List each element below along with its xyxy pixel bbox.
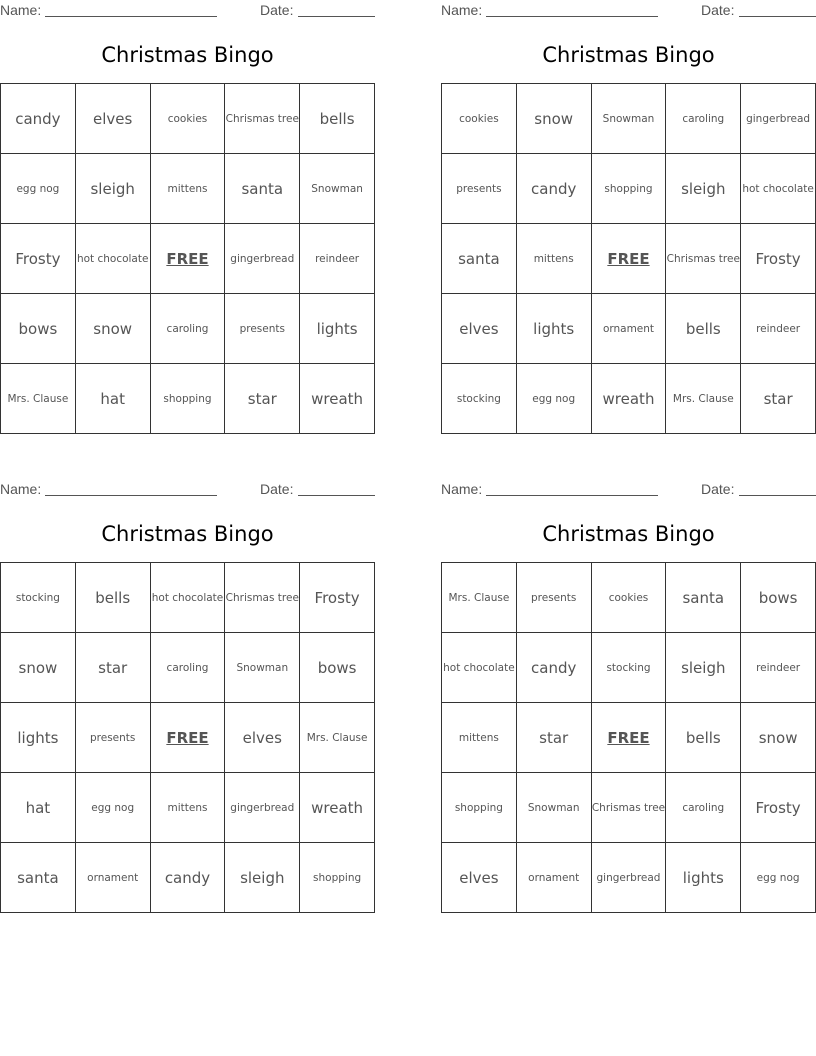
bingo-cell: bells (300, 84, 375, 154)
bingo-card (441, 0, 816, 440)
bingo-cell: sleigh (666, 154, 741, 224)
bingo-cell: Snowman (592, 84, 667, 154)
bingo-cell: Chrismas tree (225, 563, 300, 633)
bingo-cell: Snowman (225, 633, 300, 703)
bingo-cell: reindeer (741, 633, 816, 703)
bingo-cell: stocking (442, 364, 517, 434)
bingo-cell: bows (1, 294, 76, 364)
card-title: Christmas Bingo (101, 43, 274, 67)
bingo-cell: mittens (442, 703, 517, 773)
bingo-card (441, 479, 816, 919)
bingo-cell: santa (1, 843, 76, 913)
name-blank-line (486, 495, 658, 496)
bingo-cell: presents (442, 154, 517, 224)
name-date-row (441, 481, 816, 499)
bingo-cell: hat (1, 773, 76, 843)
bingo-cell: cookies (151, 84, 226, 154)
bingo-cell: wreath (300, 773, 375, 843)
bingo-cell: star (225, 364, 300, 434)
date-blank-line (298, 16, 375, 17)
bingo-cell: ornament (592, 294, 667, 364)
bingo-cell: cookies (592, 563, 667, 633)
bingo-cell: caroling (666, 773, 741, 843)
bingo-cell: sleigh (666, 633, 741, 703)
bingo-cell: caroling (666, 84, 741, 154)
bingo-cell: ornament (76, 843, 151, 913)
bingo-cell: mittens (151, 154, 226, 224)
bingo-grid (0, 562, 375, 913)
name-label: Name: (0, 481, 42, 497)
date-label: Date: (701, 2, 735, 18)
date-label: Date: (260, 2, 294, 18)
bingo-cell: bows (300, 633, 375, 703)
bingo-cell: bows (741, 563, 816, 633)
bingo-cell: lights (300, 294, 375, 364)
bingo-cell: sleigh (225, 843, 300, 913)
bingo-cell: Frosty (741, 224, 816, 294)
free-space-cell: FREE (592, 703, 667, 773)
free-space-cell: FREE (151, 703, 226, 773)
bingo-cell: Mrs. Clause (300, 703, 375, 773)
bingo-cell: elves (442, 294, 517, 364)
name-date-row (441, 2, 816, 20)
bingo-cell: snow (76, 294, 151, 364)
bingo-cell: santa (666, 563, 741, 633)
name-label: Name: (441, 481, 483, 497)
bingo-cell: candy (517, 633, 592, 703)
bingo-cell: presents (225, 294, 300, 364)
bingo-cell: reindeer (741, 294, 816, 364)
bingo-cell: lights (1, 703, 76, 773)
bingo-cell: gingerbread (225, 773, 300, 843)
bingo-cell: star (517, 703, 592, 773)
bingo-cell: presents (76, 703, 151, 773)
card-title: Christmas Bingo (101, 522, 274, 546)
bingo-cell: hot chocolate (442, 633, 517, 703)
bingo-cell: mittens (151, 773, 226, 843)
bingo-cell: candy (1, 84, 76, 154)
bingo-grid (441, 83, 816, 434)
bingo-cell: shopping (592, 154, 667, 224)
bingo-cell: Chrismas tree (592, 773, 667, 843)
name-blank-line (45, 495, 217, 496)
bingo-cell: presents (517, 563, 592, 633)
bingo-cell: elves (225, 703, 300, 773)
name-label: Name: (0, 2, 42, 18)
bingo-cell: caroling (151, 294, 226, 364)
bingo-cell: santa (225, 154, 300, 224)
bingo-cell: hat (76, 364, 151, 434)
bingo-cell: santa (442, 224, 517, 294)
bingo-grid (0, 83, 375, 434)
bingo-cell: egg nog (517, 364, 592, 434)
bingo-cell: elves (76, 84, 151, 154)
bingo-cell: stocking (1, 563, 76, 633)
bingo-cell: bells (666, 703, 741, 773)
card-title: Christmas Bingo (542, 522, 715, 546)
bingo-card (0, 0, 375, 440)
bingo-cell: egg nog (741, 843, 816, 913)
bingo-cell: star (741, 364, 816, 434)
bingo-cell: hot chocolate (151, 563, 226, 633)
bingo-cell: sleigh (76, 154, 151, 224)
name-label: Name: (441, 2, 483, 18)
date-blank-line (298, 495, 375, 496)
bingo-cell: shopping (151, 364, 226, 434)
bingo-cell: candy (151, 843, 226, 913)
bingo-cell: bells (666, 294, 741, 364)
date-label: Date: (260, 481, 294, 497)
bingo-cell: caroling (151, 633, 226, 703)
bingo-cell: snow (741, 703, 816, 773)
bingo-cell: stocking (592, 633, 667, 703)
bingo-cell: cookies (442, 84, 517, 154)
bingo-card (0, 479, 375, 919)
free-space-cell: FREE (151, 224, 226, 294)
bingo-cell: shopping (442, 773, 517, 843)
bingo-cell: wreath (592, 364, 667, 434)
bingo-cell: bells (76, 563, 151, 633)
bingo-cell: shopping (300, 843, 375, 913)
free-space-cell: FREE (592, 224, 667, 294)
card-title: Christmas Bingo (542, 43, 715, 67)
bingo-cell: Frosty (1, 224, 76, 294)
bingo-cell: snow (1, 633, 76, 703)
bingo-cell: gingerbread (592, 843, 667, 913)
bingo-cell: Mrs. Clause (666, 364, 741, 434)
bingo-cell: Chrismas tree (666, 224, 741, 294)
bingo-cell: Chrismas tree (225, 84, 300, 154)
bingo-cell: hot chocolate (76, 224, 151, 294)
name-date-row (0, 481, 375, 499)
bingo-cell: mittens (517, 224, 592, 294)
name-blank-line (45, 16, 217, 17)
bingo-cell: Mrs. Clause (1, 364, 76, 434)
bingo-cell: elves (442, 843, 517, 913)
bingo-cell: Frosty (741, 773, 816, 843)
date-blank-line (739, 16, 816, 17)
bingo-cell: gingerbread (225, 224, 300, 294)
bingo-cell: reindeer (300, 224, 375, 294)
bingo-cell: Snowman (300, 154, 375, 224)
bingo-cell: candy (517, 154, 592, 224)
bingo-cell: snow (517, 84, 592, 154)
bingo-cell: Snowman (517, 773, 592, 843)
bingo-cell: Mrs. Clause (442, 563, 517, 633)
name-blank-line (486, 16, 658, 17)
bingo-cell: hot chocolate (741, 154, 816, 224)
bingo-cell: wreath (300, 364, 375, 434)
bingo-cell: lights (666, 843, 741, 913)
bingo-cell: gingerbread (741, 84, 816, 154)
bingo-cell: lights (517, 294, 592, 364)
bingo-cell: ornament (517, 843, 592, 913)
bingo-cell: egg nog (1, 154, 76, 224)
name-date-row (0, 2, 375, 20)
bingo-cell: Frosty (300, 563, 375, 633)
date-label: Date: (701, 481, 735, 497)
date-blank-line (739, 495, 816, 496)
bingo-cell: star (76, 633, 151, 703)
bingo-grid (441, 562, 816, 913)
bingo-cell: egg nog (76, 773, 151, 843)
